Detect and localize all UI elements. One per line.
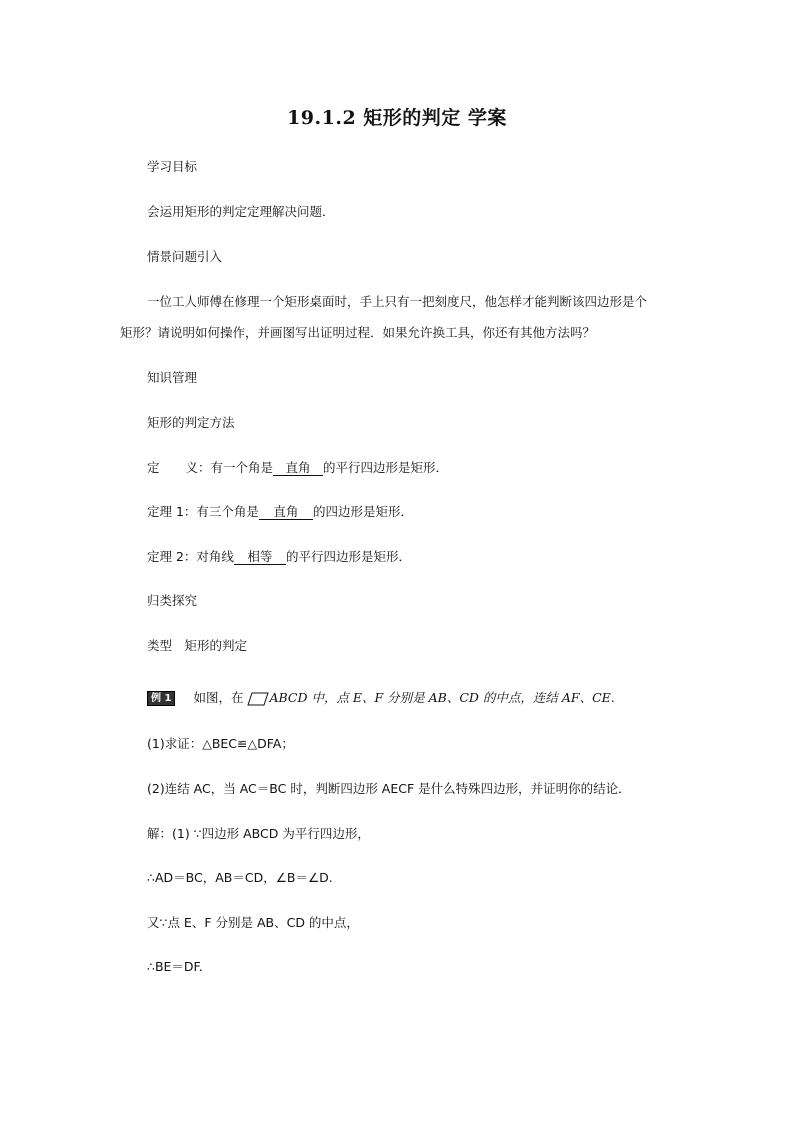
theorem1-label: 定理 1：有三个角是 bbox=[147, 504, 259, 519]
definition-line bbox=[147, 459, 448, 477]
example-text-a: 如图，在 bbox=[193, 690, 244, 705]
page-title: 19.1.2 矩形的判定 学案 bbox=[287, 107, 507, 129]
example-line bbox=[147, 689, 615, 707]
type-heading: 类型 矩形的判定 bbox=[147, 638, 248, 653]
theorem1-blank: 直角 bbox=[259, 504, 313, 520]
definition-blank: 直角 bbox=[273, 460, 323, 476]
definition-rest: 的平行四边形是矩形． bbox=[323, 460, 449, 475]
definition-label-a: 定 bbox=[147, 460, 160, 475]
solution-line-2: ∴AD＝BC，AB＝CD，∠B＝∠D. bbox=[147, 870, 333, 885]
theorem2-label: 定理 2：对角线 bbox=[147, 549, 234, 564]
parallelogram-icon bbox=[247, 692, 269, 706]
objectives-heading: 学习目标 bbox=[147, 159, 198, 174]
theorem1-rest: 的四边形是矩形． bbox=[312, 504, 413, 519]
theorem2-blank: 相等 bbox=[234, 549, 286, 565]
example-badge: 例 1 bbox=[147, 691, 175, 706]
question-1: (1)求证：△BEC≌△DFA； bbox=[147, 736, 294, 751]
intro-text-line-2: 矩形？请说明如何操作，并画图写出证明过程．如果允许换工具，你还有其他方法吗？ bbox=[120, 325, 596, 340]
objectives-text: 会运用矩形的判定定理解决问题． bbox=[147, 204, 335, 219]
theorem2-line bbox=[147, 548, 411, 566]
intro-text-line-1: 一位工人师傅在修理一个矩形桌面时，手上只有一把刻度尺，他怎样才能判断该四边形是个 bbox=[147, 294, 648, 309]
theorem1-line bbox=[147, 503, 413, 521]
solution-line-4: ∴BE＝DF. bbox=[147, 959, 203, 974]
intro-heading: 情景问题引入 bbox=[147, 249, 223, 264]
example-text-b: ABCD 中，点 E、F 分别是 AB、CD 的中点，连结 AF、CE. bbox=[269, 690, 615, 705]
knowledge-heading: 知识管理 bbox=[147, 370, 198, 385]
solution-line-3: 又∵点 E、F 分别是 AB、CD 的中点， bbox=[147, 915, 359, 930]
definition-label-b: 义：有一个角是 bbox=[185, 460, 274, 475]
theorem2-rest: 的平行四边形是矩形． bbox=[285, 549, 411, 564]
methods-heading: 矩形的判定方法 bbox=[147, 415, 235, 430]
solution-line-1: 解：(1) ∵四边形 ABCD 为平行四边形， bbox=[147, 826, 370, 841]
explore-heading: 归类探究 bbox=[147, 593, 198, 608]
question-2: (2)连结 AC，当 AC＝BC 时，判断四边形 AECF 是什么特殊四边形，并证明你的结论． bbox=[147, 781, 631, 796]
